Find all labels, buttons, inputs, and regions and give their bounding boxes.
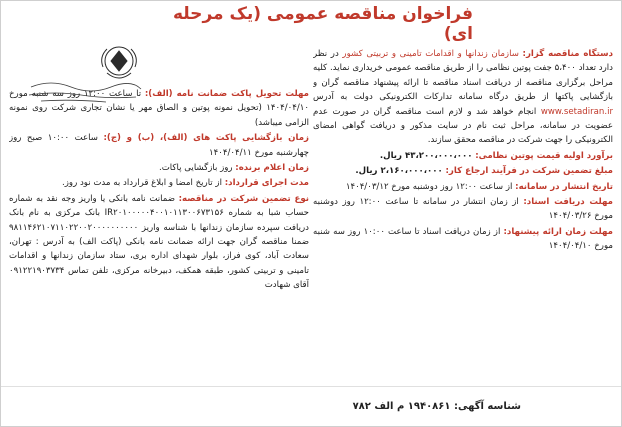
guarantee-type-value: ضمانت نامه بانکی یا واریز وجه نقد به شماره حساب شبا به شماره IR۲۰۱۰۰۰۰۰۴۰۰۱۰۱۱۳۰۰۶۷۳۱۵۶ بانک مرکزی به نام بانک دریافت سپرده سازمان زندانها با شناسه واریز ۹۸۱۱۴۶۲۱۰۷۱۱۰۲۲۰۰۲۰۰۰۰۰۰۰۰۰۰ ضمنا مناقصه گران جهت ارائه ضمانت نامه بانکی (پاکت الف) به آدرس : تهران، سعادت آباد، کوی فراز، بلوار شهدای اداره بری، ستاد سازمان زندانها و اقدامات تامینی و تربیتی کشور، طبقه همکف، دبیرخانه مرکزی، تلفن تماس ۰۹۱۲۲۱۹۰۳۷۳۴ آقای شهادت <box>9 193 309 291</box>
initial-estimate-label: برآورد اولیه قیمت پوتین نظامی: <box>475 150 613 161</box>
opening-time-value: ساعت ۱۰:۰۰ صبح روز چهارشنبه مورخ ۱۴۰۴/۰۴/۱۱ <box>9 133 309 158</box>
organization-name: سازمان زندانها و اقدامات تامینی و تربیتی کشور <box>342 49 519 59</box>
notice-title-bar <box>151 4 473 44</box>
right-column <box>313 47 613 372</box>
organization-paragraph <box>313 47 613 148</box>
guarantee-amount-label: مبلغ تضمین شرکت در فرآیند ارجاع کار: <box>445 166 613 177</box>
proposal-deadline-value: از زمان دریافت اسناد تا ساعت ۱۰:۰۰ روز سه شنبه مورخ ۱۴۰۴/۰۴/۱۰ <box>313 226 613 252</box>
guarantee-type-label: نوع تضمین شرکت در مناقصه: <box>178 193 309 204</box>
proposal-deadline-label: مهلت زمان ارائه پیشنهاد: <box>503 226 613 237</box>
publish-date-value: از ساعت ۱۲:۰۰ روز دوشنبه مورخ ۱۴۰۴/۰۳/۱۲ <box>345 181 513 192</box>
winner-announcement-paragraph <box>9 161 309 175</box>
contract-duration-value: از تاریخ امضا و ابلاغ قرارداد به مدت نود روز. <box>62 178 222 189</box>
organization-description-2: انجام خواهد شد و لازم است مناقصه گران در صورت عدم عضویت در سامانه، مراحل ثبت نام در سایت مذکور و دریافت گواهی امضای الکترونیکی را جهت شرکت در مناقصه محقق سازند. <box>313 106 613 146</box>
opening-time-label: زمان بازگشایی پاکت های (الف)، (ب) و (ج): <box>103 133 309 144</box>
winner-announcement-value: روز بازگشایی پاکات. <box>158 163 233 174</box>
guarantee-amount-paragraph <box>313 164 613 178</box>
publish-date-label: تاریخ انتشار در سامانه: <box>515 181 613 192</box>
organization-description: در نظر دارد تعداد ۵،۴۰۰ جفت پوتین نظامی را از طریق مناقصه عمومی خریداری نماید. کلیه مراحل برگزاری مناقصه از دریافت اسناد مناقصه تا ارائه پیشنهاد مناقصه گران و بازگشایی پاکتها از طریق درگاه سامانه تدارکات الکترونیکی دولت به آدرس <box>313 49 613 103</box>
initial-estimate-paragraph <box>313 149 613 163</box>
initial-estimate-value: ۴۳،۲۰۰،۰۰۰،۰۰۰ ریال. <box>379 150 473 161</box>
setadiran-link[interactable]: www.setadiran.ir <box>540 106 613 117</box>
contract-duration-label: مدت اجرای قرارداد: <box>224 178 309 189</box>
left-column <box>9 87 309 372</box>
envelope-a-deadline-value: تا ساعت ۱۲:۰۰ روز سه شنبه مورخ ۱۴۰۴/۰۴/۱۰ (تحویل نمونه پوتین و الصاق مهر یا نشان تجاری شرکت روی نمونه الزامی میباشد) <box>9 89 309 128</box>
document-deadline-label: مهلت دریافت اسناد: <box>523 197 613 208</box>
guarantee-amount-value: ۲،۱۶۰،۰۰۰،۰۰۰ ریال. <box>355 166 443 177</box>
notice-footer <box>1 386 621 426</box>
opening-time-paragraph <box>9 131 309 160</box>
document-deadline-value: از زمان انتشار در سامانه تا ساعت ۱۲:۰۰ روز دوشنبه مورخ ۱۴۰۴/۰۳/۲۶ <box>313 197 613 222</box>
publish-date-paragraph <box>313 180 613 194</box>
winner-announcement-label: زمان اعلام برنده: <box>235 163 309 174</box>
guarantee-type-paragraph <box>9 192 309 293</box>
envelope-a-deadline-label: مهلت تحویل پاکت ضمانت نامه (الف): <box>144 89 309 99</box>
contract-duration-paragraph <box>9 176 309 190</box>
organization-label: دستگاه مناقصه گزار: <box>522 49 613 59</box>
envelope-a-deadline-paragraph <box>9 87 309 130</box>
notice-id: شناسه آگهی: ۱۹۴۰۸۶۱ م الف ۷۸۲ <box>352 401 521 412</box>
notice-title: فراخوان مناقصه عمومی (یک مرحله ای) <box>172 4 473 44</box>
document-deadline-paragraph <box>313 195 613 224</box>
proposal-deadline-paragraph <box>313 225 613 254</box>
